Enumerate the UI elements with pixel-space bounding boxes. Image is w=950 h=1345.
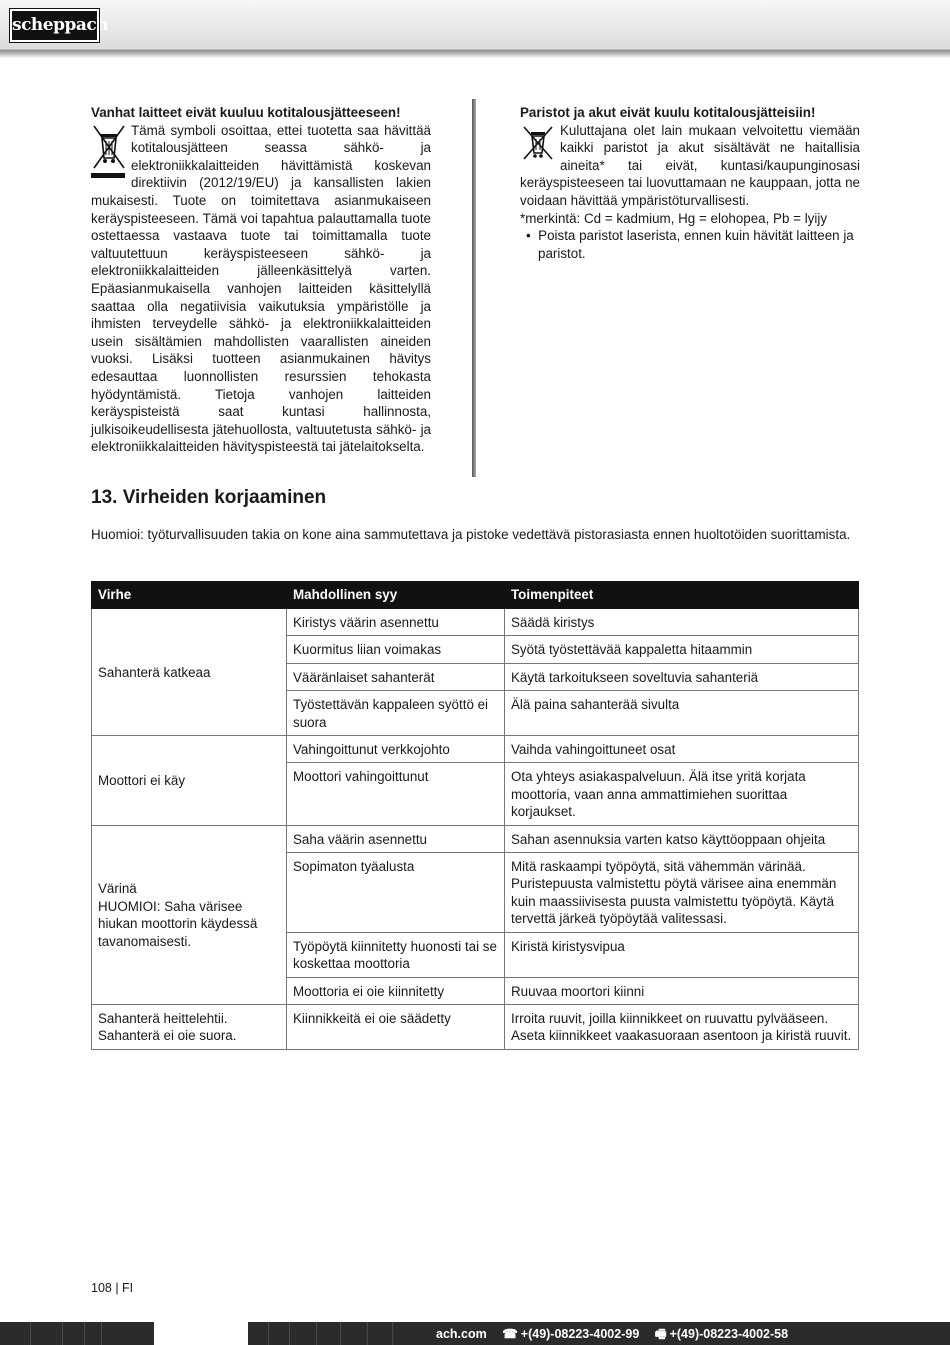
action-cell: Mitä raskaampi työpöytä, sitä vähemmän värinää. Puristepuusta valmistettu pöytä värisee aina enemmän kuin maassiivisesta puusta valmistettu työpöytä. Käytä tervettä järkeä työpöytää valitessasi. — [505, 853, 859, 933]
column-header: Toimenpiteet — [505, 582, 859, 609]
action-cell: Ota yhteys asiakaspalveluun. Älä itse yritä korjata moottoria, vaan anna ammattimiehen suorittaa korjaukset. — [505, 763, 859, 825]
section-title: 13. Virheiden korjaaminen — [91, 487, 327, 508]
table-row — [92, 1004, 859, 1049]
table-row — [92, 736, 859, 763]
table-header-row — [92, 582, 859, 609]
action-cell: Kiristä kiristysvipua — [505, 932, 859, 977]
header-shadow-band — [0, 50, 950, 58]
cause-cell: Kiinnikkeitä ei oie säädetty — [287, 1004, 505, 1049]
footer-divider — [316, 1322, 317, 1345]
weee-body: Tämä symboli osoittaa, ettei tuotetta saa hävittää kotitalousjätteen seassa sähkö- ja elektroniikkalaitteiden hävittämistä koskevan direktiivin (2012/19/EU) ja kansallisten lakien mukaisesti. Tuote on toimitettava asianmukaiseen keräyspisteeseen. Tämä voi tapahtua palauttamalla tuote ostettaessa vastaava tuote tai toimittamalla tuote valtuutettuun keräyspisteeseen sähkö- ja elektroniikkalaitteiden jälleenkäsittelyä varten. Epäasianmukaisella vanhojen laitteiden käsittelyllä saattaa olla negatiivisia vaikutuksia ympäristölle ja ihmisten terveydelle sähkö- ja elektroniikkalaitteiden usein sisältämien mahdollisten vaarallisten aineiden vuoksi. Lisäksi tuotteen asianmukainen hävitys edesauttaa luonnollisten resurssien tehokasta hyödyntämistä. Tietoja vanhojen laitteiden keräyspisteistä saat kuntasi hallinnosta, julkisoikeudellisesta jätehuollosta, valtuutetusta sähkö- ja elektroniikkalaitteiden hävityspisteestä tai jätelaitokselta. — [91, 122, 431, 455]
weee-body-wrap — [91, 122, 431, 456]
phone-number: +(49)-08223-4002-99 — [520, 1327, 640, 1341]
battery-heading: Paristot ja akut eivät kuulu kotitalousjätteisiin! — [520, 105, 816, 120]
weee-disposal-section — [91, 104, 431, 456]
table-row — [92, 825, 859, 852]
column-header: Virhe — [92, 582, 287, 609]
action-cell: Syötä työstettävää kappaletta hitaammin — [505, 636, 859, 663]
battery-body: Kuluttajana olet lain mukaan velvoitettu viemään kaikki paristot ja akut sisältävät ne haitallisia aineita* tai eivät, kuntasi/kaupunginosasi keräyspisteeseen tai luovuttamaan ne kauppaan, jotta ne voidaan hävittää ympäristöturvallisesti. — [520, 122, 860, 208]
cause-cell: Kiristys väärin asennettu — [287, 609, 505, 636]
cause-cell: Vääränlaiset sahanterät — [287, 663, 505, 690]
fax-number: +(49)-08223-4002-58 — [669, 1327, 789, 1341]
safety-note: Huomioi: työturvallisuuden takia on kone aina sammutettava ja pistoke vedettävä pistorasiasta ennen huoltotöiden suorittamista. — [91, 527, 851, 542]
footer-contact — [436, 1325, 800, 1345]
footer-divider — [367, 1322, 368, 1345]
action-cell: Irroita ruuvit, joilla kiinnikkeet on ruuvattu pylvääseen. Aseta kiinnikkeet vaakasuoraan asentoon ja kiristä ruuvit. — [505, 1004, 859, 1049]
footer-divider — [392, 1322, 393, 1345]
battery-disposal-section — [520, 104, 860, 262]
cause-cell: Työstettävän kappaleen syöttö ei suora — [287, 691, 505, 736]
troubleshooting-table — [91, 581, 859, 1050]
brand-logo: scheppach — [10, 9, 99, 42]
footer-divider — [268, 1322, 269, 1345]
fault-cell: Moottori ei käy — [92, 736, 287, 826]
column-divider — [472, 99, 476, 477]
fault-cell: Värinä HUOMIOI: Saha värisee hiukan moottorin käydessä tavanomaisesti. — [92, 825, 287, 1004]
cause-cell: Saha väärin asennettu — [287, 825, 505, 852]
footer-divider — [289, 1322, 290, 1345]
cause-cell: Kuormitus liian voimakas — [287, 636, 505, 663]
column-header: Mahdollinen syy — [287, 582, 505, 609]
weee-bar — [91, 173, 125, 178]
battery-footnote: *merkintä: Cd = kadmium, Hg = elohopea, Pb = lyijy — [520, 210, 828, 226]
page-number: 108 | FI — [91, 1281, 134, 1295]
cause-cell: Vahingoittunut verkkojohto — [287, 736, 505, 763]
table-row — [92, 609, 859, 636]
cause-cell: Moottoria ei oie kiinnitetty — [287, 977, 505, 1004]
footer-divider — [340, 1322, 341, 1345]
battery-bullet-text: Poista paristot laserista, ennen kuin hävität laitteen ja paristot. — [538, 228, 854, 261]
action-cell: Älä paina sahanterää sivulta — [505, 691, 859, 736]
phone-icon: ☎ — [502, 1327, 518, 1341]
footer-divider — [84, 1322, 85, 1345]
website-fragment: ach.com — [436, 1327, 487, 1341]
crossed-out-bin-icon — [91, 124, 127, 178]
page-header — [0, 0, 950, 50]
footer-divider — [101, 1322, 102, 1345]
crossed-out-bin-icon — [520, 126, 556, 162]
action-cell: Ruuvaa moortori kiinni — [505, 977, 859, 1004]
weee-heading: Vanhat laitteet eivät kuuluu kotitalousjätteeseen! — [91, 105, 401, 120]
fault-cell: Sahanterä heittelehtii. Sahanterä ei oie suora. — [92, 1004, 287, 1049]
footer-divider — [62, 1322, 63, 1345]
page-footer — [0, 1322, 950, 1345]
battery-body-wrap — [520, 122, 860, 210]
action-cell: Säädä kiristys — [505, 609, 859, 636]
cause-cell: Sopimaton tyäalusta — [287, 853, 505, 933]
battery-bullet: • Poista paristot laserista, ennen kuin hävität laitteen ja paristot. — [526, 228, 854, 261]
footer-blank-block — [154, 1322, 248, 1345]
cause-cell: Moottori vahingoittunut — [287, 763, 505, 825]
action-cell: Sahan asennuksia varten katso käyttöoppaan ohjeita — [505, 825, 859, 852]
footer-divider — [30, 1322, 31, 1345]
fax-icon: 🖷 — [654, 1327, 667, 1341]
cause-cell: Työpöytä kiinnitetty huonosti tai se koskettaa moottoria — [287, 932, 505, 977]
action-cell: Vaihda vahingoittuneet osat — [505, 736, 859, 763]
fault-cell: Sahanterä katkeaa — [92, 609, 287, 736]
action-cell: Käytä tarkoitukseen soveltuvia sahanteriä — [505, 663, 859, 690]
